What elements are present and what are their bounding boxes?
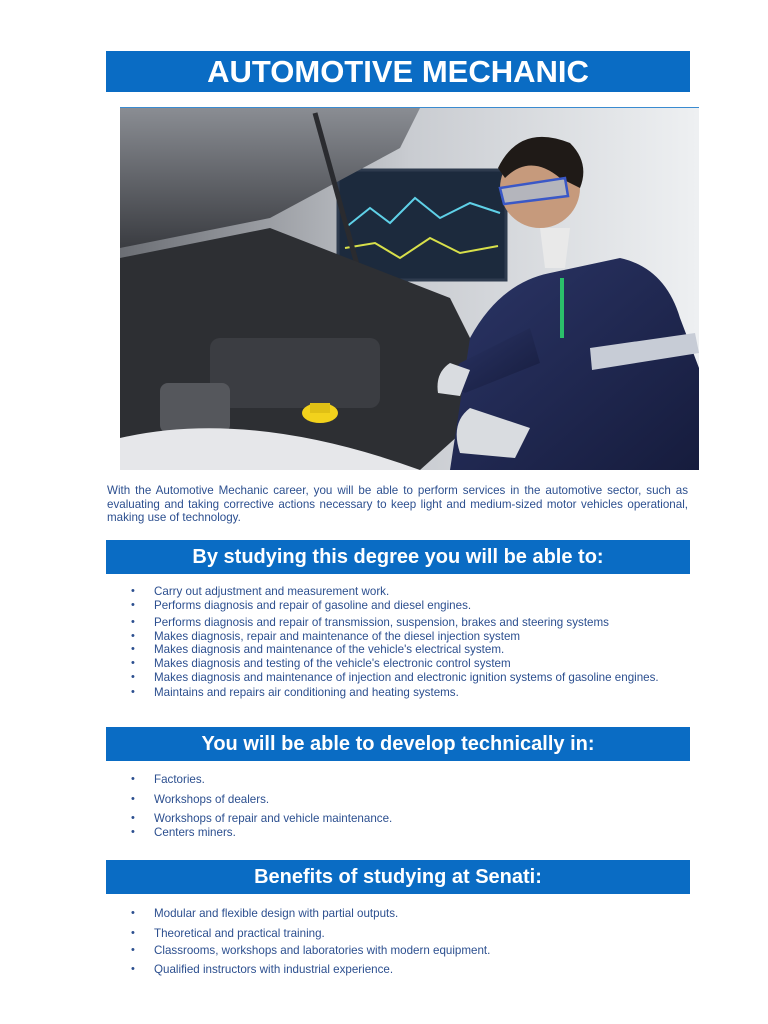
bullet-icon: • [131, 907, 135, 919]
list-item-text: Factories. [154, 773, 205, 786]
list-item [131, 657, 691, 671]
list-item-text: Workshops of repair and vehicle maintenance. [154, 812, 393, 826]
list-item-text: Workshops of dealers. [154, 792, 270, 806]
bullet-icon: • [131, 926, 135, 939]
list-item [131, 773, 691, 787]
bullet-icon: • [131, 585, 135, 597]
list-item-text: Modular and flexible design with partial outputs. [154, 907, 399, 920]
list-item-text: Qualified instructors with industrial experience. [154, 962, 394, 976]
list-item-text: Makes diagnosis and testing of the vehicle's electronic control system [154, 656, 511, 670]
list-item-text: Performs diagnosis and repair of transmission, suspension, brakes and steering systems [154, 616, 609, 630]
list-item [131, 963, 691, 977]
bullet-icon: • [131, 773, 135, 785]
list-item [131, 585, 691, 599]
list-item [131, 927, 691, 941]
list-item [131, 671, 691, 685]
page-title: AUTOMOTIVE MECHANIC [106, 51, 690, 92]
list-item [131, 630, 691, 644]
list-item [131, 686, 691, 700]
list-item [131, 793, 691, 807]
bullet-icon: • [131, 792, 135, 805]
mechanic-photo [120, 107, 699, 470]
mechanic-photo-illustration [120, 108, 699, 470]
list-item-text: Makes diagnosis and maintenance of injection and electronic ignition systems of gasoline engines. [154, 670, 659, 684]
section-heading-benefits: Benefits of studying at Senati: [106, 860, 690, 894]
bullet-icon: • [131, 686, 135, 699]
list-item [131, 826, 691, 840]
bullet-icon: • [131, 656, 135, 669]
intro-paragraph: With the Automotive Mechanic career, you will be able to perform services in the automotive sector, such as evaluating and taking corrective actions necessary to keep light and medium-sized motor vehicles operational, making use of technology. [107, 484, 688, 525]
bullet-icon: • [131, 812, 135, 825]
list-item [131, 616, 691, 630]
bullet-icon: • [131, 825, 135, 838]
bullet-icon: • [131, 643, 135, 656]
bullet-icon: • [131, 598, 135, 611]
list-item-text: Centers miners. [154, 825, 236, 839]
list-item-text: Carry out adjustment and measurement work. [154, 585, 390, 598]
list-item-text: Makes diagnosis and maintenance of the vehicle's electrical system. [154, 643, 505, 657]
bullet-icon: • [131, 670, 135, 683]
list-item [131, 812, 691, 826]
list-item [131, 643, 691, 657]
list-item-text: Performs diagnosis and repair of gasoline and diesel engines. [154, 598, 472, 612]
list-item [131, 944, 691, 958]
list-item-text: Theoretical and practical training. [154, 926, 325, 940]
section-heading-abilities: By studying this degree you will be able to: [106, 540, 690, 574]
list-item-text: Classrooms, workshops and laboratories with modern equipment. [154, 944, 491, 958]
list-item-text: Makes diagnosis, repair and maintenance of the diesel injection system [154, 629, 521, 643]
list-item [131, 599, 691, 613]
bullet-icon: • [131, 629, 135, 642]
bullet-icon: • [131, 616, 135, 629]
list-item [131, 907, 691, 921]
abilities-list [131, 585, 691, 700]
bullet-icon: • [131, 944, 135, 957]
benefits-list [131, 907, 691, 976]
list-item-text: Maintains and repairs air conditioning and heating systems. [154, 686, 459, 700]
workplaces-list [131, 773, 691, 839]
bullet-icon: • [131, 962, 135, 975]
section-heading-workplaces: You will be able to develop technically in: [106, 727, 690, 761]
